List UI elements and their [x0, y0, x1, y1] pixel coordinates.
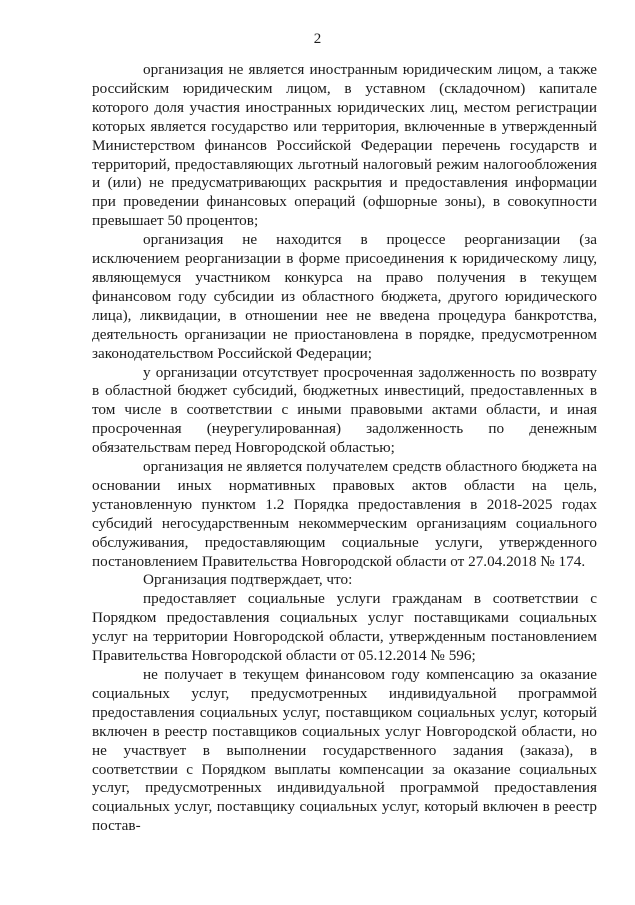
- paragraph-provides-social-services: предоставляет социальные услуги гражданам в соответствии с Порядком предоставления социальных услуг поставщиками социальных услуг на территории Новгородской области, утвержденным постановлением Правительства Новгородской области от 05.12.2014 № 596;: [92, 590, 597, 665]
- paragraph-organization-confirms: Организация подтверждает, что:: [143, 571, 353, 589]
- document-body: [92, 61, 597, 836]
- paragraph-not-foreign-entity: организация не является иностранным юридическим лицом, а также российским юридическим лицом, в уставном (складочном) капитале которого доля участия иностранных юридических лиц, местом регистрации которых является государство или территория, включенные в утвержденный Министерством финансов Российской Федерации перечень государств и территорий, предоставляющих льготный налоговый режим налогообложения и (или) не предусматривающих раскрытия и предоставления информации при проведении финансовых операций (офшорные зоны), в совокупности превышает 50 процентов;: [92, 61, 597, 230]
- paragraph-no-overdue-debt: у организации отсутствует просроченная задолженность по возврату в областной бюджет субсидий, бюджетных инвестиций, предоставленных в том числе в соответствии с иными правовыми актами области, и иная просроченная (неурегулированная) задолженность по денежным обязательствам перед Новгородской областью;: [92, 363, 597, 457]
- paragraph-no-compensation: не получает в текущем финансовом году компенсацию за оказание социальных услуг, предусмотренных индивидуальной программой предоставления социальных услуг, поставщиком социальных услуг, который включен в реестр поставщиков социальных услуг Новгородской области, но не участвует в выполнении государственного задания (заказа), в соответствии с Порядком выплаты компенсации за оказание социальных услуг, предусмотренных индивидуальной программой предоставления социальных услуг, поставщику социальных услуг, который включен в реестр постав-: [92, 666, 597, 835]
- page-number: 2: [313, 31, 322, 47]
- paragraph-not-budget-recipient: организация не является получателем средств областного бюджета на основании иных нормативных правовых актов области на цель, установленную пунктом 1.2 Порядка предоставления в 2018-2025 годах субсидий негосударственным некоммерческим организациям социального обслуживания, предоставляющим социальные услуги, утвержденного постановлением Правительства Новгородской области от 27.04.2018 № 174.: [92, 458, 597, 570]
- paragraph-not-in-reorganization: организация не находится в процессе реорганизации (за исключением реорганизации в форме присоединения к юридическому лицу, являющемуся участником конкурса на право получения в текущем финансовом году субсидии из областного бюджета, другого юридического лица), ликвидации, в отношении нее не введена процедура банкротства, деятельность организации не приостановлена в порядке, предусмотренном законодательством Российской Федерации;: [92, 231, 597, 362]
